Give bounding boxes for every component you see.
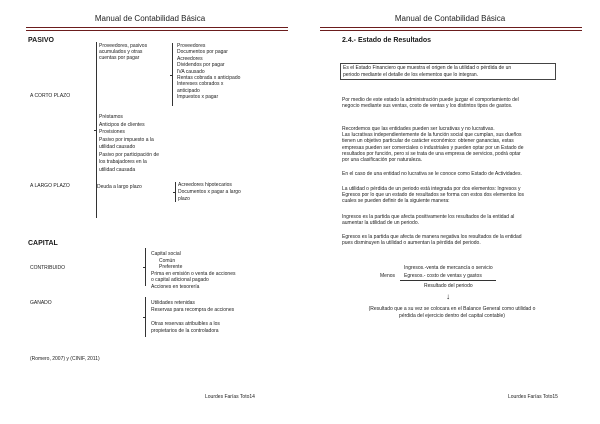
definition-line: Es el Estado Financiero que muestra el origen de la utilidad o pérdida de un <box>343 65 512 71</box>
account-item: Pasivo por participación de <box>99 151 160 158</box>
closing-line: (Resultado que a su vez se colocara en el Balance General como utilidad o <box>368 306 536 312</box>
down-arrow-icon: ↓ <box>446 292 450 301</box>
account-item: propietarios de la controladora <box>151 327 219 334</box>
paragraph-line: empresas pueden ser comerciales o industriales y pueden optar por un Estado de <box>342 144 524 151</box>
closing-note <box>354 306 550 318</box>
paragraph-line: Ingresos es la partida que afecta positivamente los resultados de la entidad al <box>342 214 515 220</box>
account-item: Provisiones <box>99 129 125 135</box>
formula-egresos: Egresos.- costo de ventas y gastos <box>404 273 482 279</box>
paragraph-line: pues disminuyen la utilidad o aumentan la pérdida del periodo. <box>342 240 481 247</box>
left-page-header: Manual de Contabilidad Básica <box>94 14 206 23</box>
paragraph-3: En el caso de una entidad no lucrativa se le conoce como Estado de Actividades. <box>342 171 522 177</box>
paragraph-line: aumentar la utilidad de un periodo. <box>342 220 419 227</box>
account-item: Capital social <box>151 251 181 257</box>
paragraph-line: por una clasificación por naturaleza. <box>342 157 423 163</box>
account-item: Impuestos x pagar <box>177 94 219 101</box>
account-item: los trabajadores en la <box>99 159 147 165</box>
citation: (Romero, 2007) y (CINIF, 2011) <box>30 356 100 362</box>
definition-line: periodo mediante el detalle de los elementos que lo integran. <box>343 71 479 78</box>
account-item: utilidad causada <box>99 166 136 173</box>
account-item: Anticipos de clientes <box>99 121 145 128</box>
paragraph-line: Recordemos que las entidades pueden ser lucrativas y no lucrativas. <box>342 126 495 132</box>
account-item: Préstamos <box>99 114 123 120</box>
pasivo-title: PASIVO <box>28 37 54 44</box>
paragraph-line: Las lucrativas independientemente de la función social que cumplan, sus dueños <box>342 132 522 139</box>
section-title: 2.4.- Estado de Resultados <box>342 37 432 44</box>
formula-ingresos: Ingresos.-venta de mercancía o servicio <box>404 265 493 271</box>
account-item: Rentas cobrada x anticipado <box>177 75 241 81</box>
account-item: utilidad causado <box>99 144 136 150</box>
account-item: Reservas para recompra de acciones <box>151 306 235 313</box>
account-item: Acciones en tesorería <box>151 283 200 290</box>
header-rule <box>26 27 288 28</box>
contribuido-label: CONTRIBUIDO <box>30 265 65 271</box>
corto-group1-line: Proveedores, pasivos <box>99 43 148 49</box>
closing-line: pérdida del ejercicio dentro del capital contable) <box>399 313 505 320</box>
account-item: Dividendos por pagar <box>177 62 225 69</box>
capital-title: CAPITAL <box>28 240 58 247</box>
account-item: IVA causado <box>177 68 205 75</box>
header-rule <box>320 27 582 28</box>
account-item: Intereses cobrados x <box>177 81 224 88</box>
account-item: anticipado <box>177 87 200 94</box>
account-item: plazo <box>178 196 190 202</box>
largo-plazo-brace <box>175 182 176 202</box>
account-item: Común <box>159 257 176 264</box>
header-rule-thin <box>26 30 288 31</box>
header-rule-thin <box>320 30 582 31</box>
paragraph-line: La utilidad o pérdida de un periodo está integrada por dos elementos: Ingresos y <box>342 186 521 192</box>
definition-box <box>340 63 556 80</box>
formula-menos: Menos <box>380 273 396 279</box>
account-item: Otras reservas atribuibles a los <box>151 321 220 327</box>
corto-group1-brace <box>172 43 173 106</box>
account-item: Proveedores <box>177 43 206 49</box>
paragraph-line: cuales se pueden definir de la siguiente manera: <box>342 198 450 205</box>
account-item: o capital adicional pagado <box>151 277 209 283</box>
paragraph-line: tienen un objetivo particular de carácter económico: obtener ganancias, estas <box>342 138 514 145</box>
account-item: Preferente <box>159 264 183 270</box>
corto-plazo-brace <box>96 42 97 218</box>
ganado-brace <box>145 297 146 337</box>
page-footer: Lourdes Farías Toto15 <box>508 394 558 400</box>
corto-plazo-label: A CORTO PLAZO <box>30 93 71 99</box>
account-item: Acreedores hipotecarios <box>178 182 232 188</box>
account-item: Acreedores <box>177 55 203 62</box>
page-footer: Lourdes Farías Toto14 <box>205 394 255 400</box>
formula-result: Resultado del periodo <box>424 283 473 289</box>
ganado-label: GANADO <box>30 300 52 306</box>
right-page <box>300 0 600 424</box>
corto-group1-line: cuentas por pagar <box>99 55 140 61</box>
account-item: Documentos por pagar <box>177 49 228 56</box>
corto-group1-line: acumulados y otras <box>99 49 143 55</box>
account-item: Documentos x pagar a largo <box>178 189 241 195</box>
paragraph-line: Egresos es la partida que afecta de manera negativa los resultados de la entidad <box>342 234 522 240</box>
formula-line <box>400 280 496 281</box>
account-item: Utilidades retenidas <box>151 300 195 306</box>
largo-plazo-item: Deuda a largo plazo <box>97 184 142 190</box>
paragraph-line: resultados por función, pero si se trata de una empresa de servicios, podrá optar <box>342 150 521 157</box>
account-item: Prima en emisión o venta de acciones <box>151 270 236 277</box>
paragraph-line: negocio mediante sus ventas, costo de ventas y los distintos tipos de gastos. <box>342 103 513 110</box>
account-item: Pasivo por impuesto a la <box>99 136 154 143</box>
paragraph-line: Por medio de este estado la administración puede juzgar el comportamiento del <box>342 97 519 103</box>
right-page-header: Manual de Contabilidad Básica <box>394 14 506 23</box>
contribuido-brace <box>145 248 146 286</box>
paragraph-line: Egresos por lo que un estado de resultados se forma con estos dos elementos los <box>342 192 525 199</box>
largo-plazo-label: A LARGO PLAZO <box>30 183 70 189</box>
